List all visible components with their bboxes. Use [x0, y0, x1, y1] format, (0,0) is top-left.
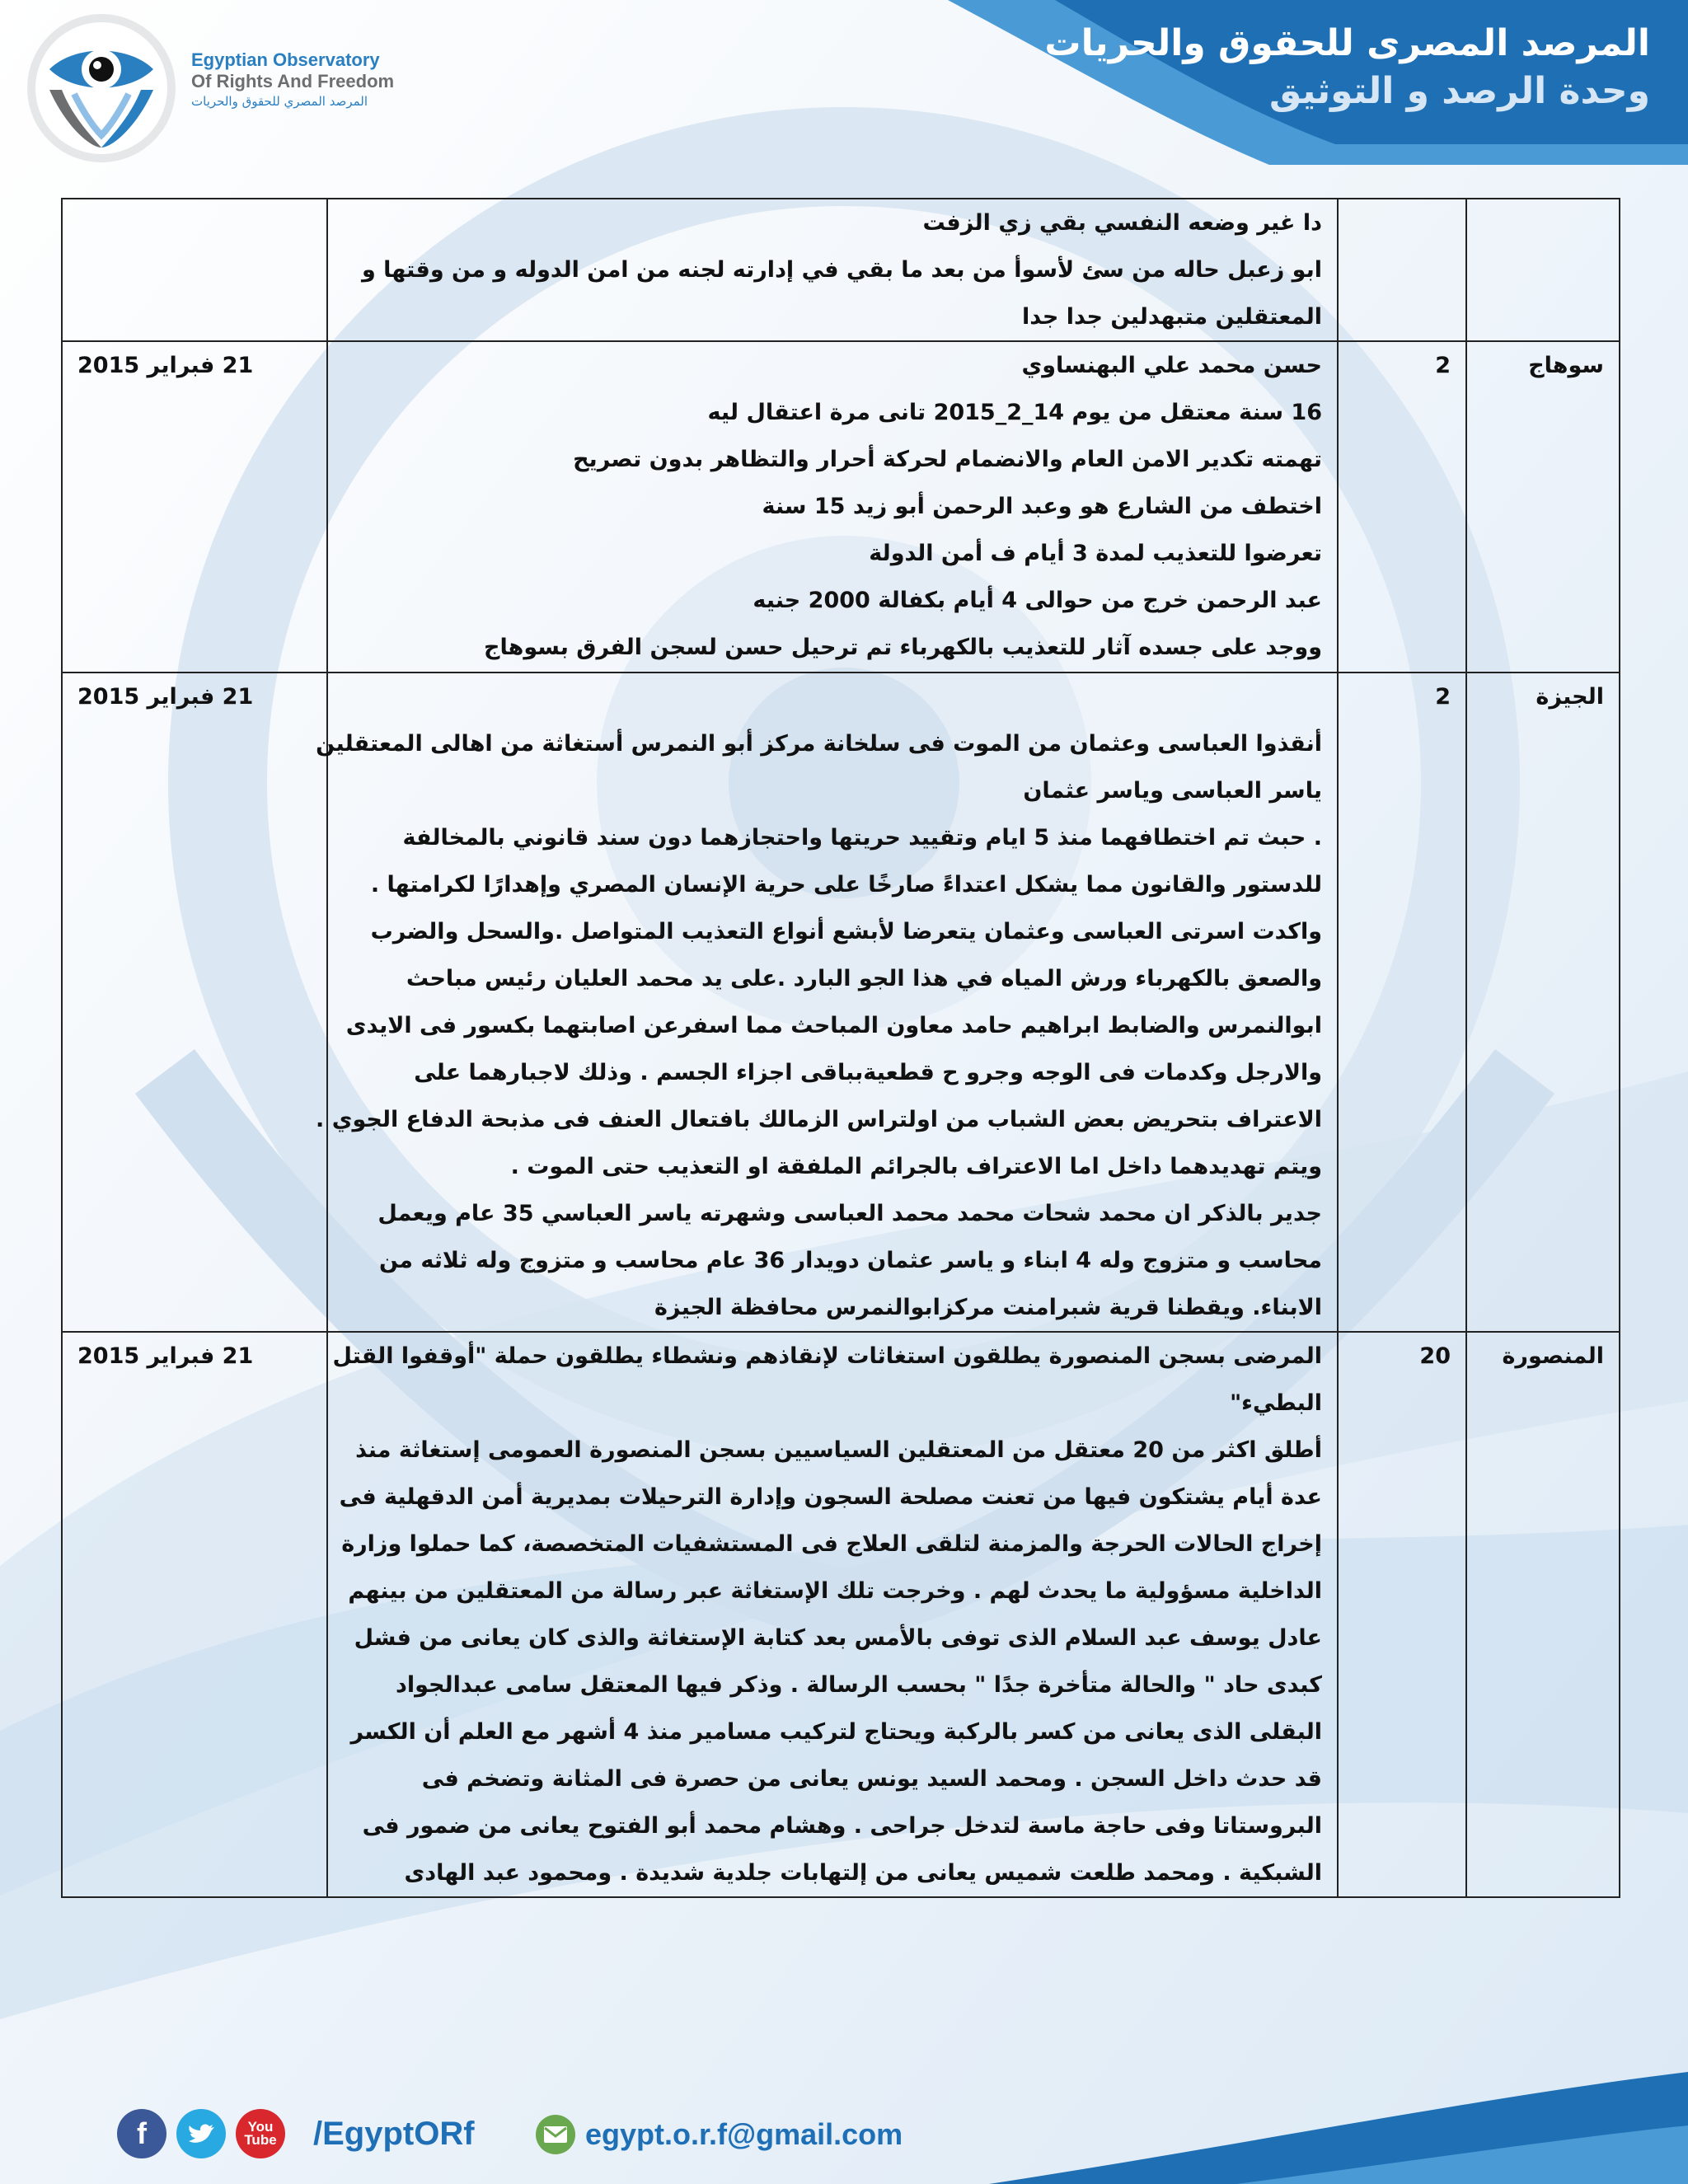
report-table-container	[61, 198, 1614, 1898]
details-line: اختطف من الشارع هو وعبد الرحمن أبو زيد 15 سنة	[762, 494, 1322, 519]
details-line: والارجل وكدمات فى الوجه وجرو ح قطعيةبباقى اجزاء الجسم . وذلك لاجبارهما على	[414, 1060, 1322, 1085]
social-handle[interactable]: /EgyptORf	[313, 2115, 475, 2152]
governorate-cell: سوهاج	[1466, 341, 1620, 673]
page-footer	[0, 2039, 1688, 2184]
details-line: المعتقلين متبهدلين جدا جدا	[1022, 304, 1322, 330]
details-line: دا غير وضعه النفسي بقي زي الزفت	[922, 210, 1322, 236]
details-cell	[316, 673, 1338, 1332]
details-line: الشبكية . ومحمد طلعت شميس يعانى من إلتهابات جلدية شديدة . ومحمود عبد الهادى	[404, 1860, 1322, 1886]
youtube-label-top: You	[247, 2119, 274, 2135]
youtube-icon[interactable]	[236, 2109, 285, 2158]
details-line: الابناء. ويقطنا قرية شبرامنت مركزابوالنمرس محافظة الجيزة	[654, 1295, 1322, 1320]
logo-name-ar: المرصد المصري للحقوق والحريات	[191, 94, 368, 109]
details-line: أنقذوا العباسى وعثمان من الموت فى سلخانة مركز أبو النمرس أستغاثة من اهالى المعتقلين	[316, 731, 1322, 757]
details-line: ووجد على جسده آثار للتعذيب بالكهرباء تم ترحيل حسن لسجن الفرق بسوهاج	[484, 635, 1322, 660]
table-row	[62, 199, 1620, 341]
details-line: ياسر العباسى وياسر عثمان	[1023, 778, 1322, 804]
page-header	[0, 0, 1688, 165]
governorate-cell: المنصورة	[1466, 1332, 1620, 1897]
email-address[interactable]: egypt.o.r.f@gmail.com	[585, 2117, 903, 2151]
social-links	[117, 2108, 475, 2159]
table-row	[62, 1332, 1620, 1897]
logo-icon	[25, 12, 178, 165]
details-line: تهمته تكدير الامن العام والانضمام لحركة أحرار والتظاهر بدون تصريح	[573, 447, 1322, 472]
details-cell	[327, 341, 1338, 673]
details-line: الداخلية مسؤولية ما يحدث لهم . وخرجت تلك الإستغاثة عبر رسالة من المعتقلين من بينهم	[348, 1578, 1322, 1604]
details-line: إخراج الحالات الحرجة والمزمنة لتلقى العلاج فى المستشفيات المتخصصة، كما حملوا وزارة	[341, 1531, 1322, 1557]
details-line: المرضى بسجن المنصورة يطلقون استغاثات لإنقاذهم ونشطاء يطلقون حملة "أوقفوا القتل	[332, 1343, 1322, 1369]
facebook-icon[interactable]: f	[117, 2109, 166, 2158]
details-line: عادل يوسف عبد السلام الذى توفى بالأمس بعد كتابة الإستغاثة والذى كان يعانى من فشل	[354, 1625, 1322, 1651]
details-line: قد حدث داخل السجن . ومحمد السيد يونس يعانى من حصرة فى المثانة وتضخم فى	[421, 1766, 1322, 1792]
email-contact[interactable]	[536, 2115, 903, 2154]
date-cell: 21 فبراير 2015	[62, 341, 327, 673]
details-line: ويتم تهديدهما داخل اما الاعتراف بالجرائم الملفقة او التعذيب حتى الموت .	[510, 1154, 1322, 1179]
count-cell: 2	[1338, 341, 1466, 673]
details-line: . حبث تم اختطافهما منذ 5 ايام وتقييد حريتها واحتجازهما دون سند قانوني بالمخالفة	[402, 825, 1322, 851]
organization-title: المرصد المصرى للحقوق والحريات	[1044, 22, 1650, 64]
details-line: 16 سنة معتقل من يوم 14_2_2015 تانى مرة اعتقال ليه	[707, 400, 1322, 425]
details-line: البقلى الذى يعانى من كسر بالركبة ويحتاج لتركيب مسامير منذ 4 أشهر مع العلم أن الكسر	[350, 1719, 1322, 1745]
count-cell: 2	[1338, 673, 1466, 1332]
details-line: ابوالنمرس والضابط ابراهيم حامد معاون المباحث مما اسفرعن اصابتهما بكسور فى الايدى	[345, 1013, 1322, 1038]
details-line: البطيء"	[1230, 1390, 1322, 1416]
twitter-icon[interactable]	[176, 2109, 226, 2158]
details-line: ابو زعبل حاله من سئ لأسوأ من بعد ما بقي في إدارته لجنه من امن الدوله و من وقتها و	[361, 257, 1322, 283]
details-line: والصعق بالكهرباء ورش المياه في هذا الجو البارد .على يد محمد العليان رئيس مباحث	[406, 966, 1322, 991]
table-row	[62, 341, 1620, 673]
details-line: محاسب و متزوج وله 4 ابناء و ياسر عثمان دويدار 36 عام محاسب و متزوج وله ثلاثه من	[378, 1248, 1322, 1273]
details-line: للدستور والقانون مما يشكل اعتداءً صارخًا على حرية الإنسان المصري وإهدارًا لكرامتها .	[370, 872, 1322, 898]
details-cell	[327, 199, 1338, 341]
table-row	[62, 673, 1620, 1332]
governorate-cell: الجيزة	[1466, 673, 1620, 1332]
count-cell: 20	[1338, 1332, 1466, 1897]
date-cell: 21 فبراير 2015	[62, 1332, 327, 1897]
details-line: أطلق اكثر من 20 معتقل من المعتقلين السياسيين بسجن المنصورة العمومى إستغاثة منذ	[355, 1437, 1322, 1463]
logo-text	[191, 49, 438, 110]
details-line	[343, 673, 1322, 720]
youtube-label-bottom: Tube	[244, 2132, 277, 2148]
details-line: واكدت اسرتى العباسى وعثمان يتعرضا لأبشع أنواع التعذيب المتواصل .والسحل والضرب	[370, 919, 1322, 944]
date-cell	[62, 199, 327, 341]
report-table-body	[62, 199, 1620, 1897]
count-cell	[1338, 199, 1466, 341]
details-line: عدة أيام يشتكون فيها من تعنت مصلحة السجون وإدارة الترحيلات بمديرية أمن الدقهلية فى	[339, 1484, 1322, 1510]
details-line: حسن محمد علي البهنساوي	[1021, 353, 1322, 378]
logo-name-en-line1: Egyptian Observatory	[191, 49, 380, 70]
date-cell: 21 فبراير 2015	[62, 673, 327, 1332]
details-cell	[327, 1332, 1338, 1897]
logo-name-en-line2: Of Rights And Freedom	[191, 71, 395, 91]
details-line: الاعتراف بتحريض بعض الشباب من اولتراس الزمالك بافتعال العنف فى مذبحة الدفاع الجوي .	[316, 1107, 1322, 1132]
details-line: البروستاتا وفى حاجة ماسة لتدخل جراحى . وهشام محمد أبو الفتوح يعانى من ضمور فى	[362, 1813, 1322, 1839]
header-titles	[1044, 20, 1650, 115]
mail-icon	[536, 2115, 575, 2154]
details-line: تعرضوا للتعذيب لمدة 3 أيام ف أمن الدولة	[869, 541, 1322, 566]
report-table	[61, 198, 1620, 1898]
details-line: كبدى حاد " والحالة متأخرة جدًا " بحسب الرسالة . وذكر فيها المعتقل سامى عبدالجواد	[396, 1672, 1322, 1698]
unit-subtitle: وحدة الرصد و التوثيق	[1269, 70, 1650, 112]
details-line: جدير بالذكر ان محمد شحات محمد محمد العباسى وشهرته ياسر العباسي 35 عام ويعمل	[377, 1201, 1322, 1226]
governorate-cell	[1466, 199, 1620, 341]
details-line: عبد الرحمن خرج من حوالى 4 أيام بكفالة 2000 جنيه	[753, 588, 1322, 613]
